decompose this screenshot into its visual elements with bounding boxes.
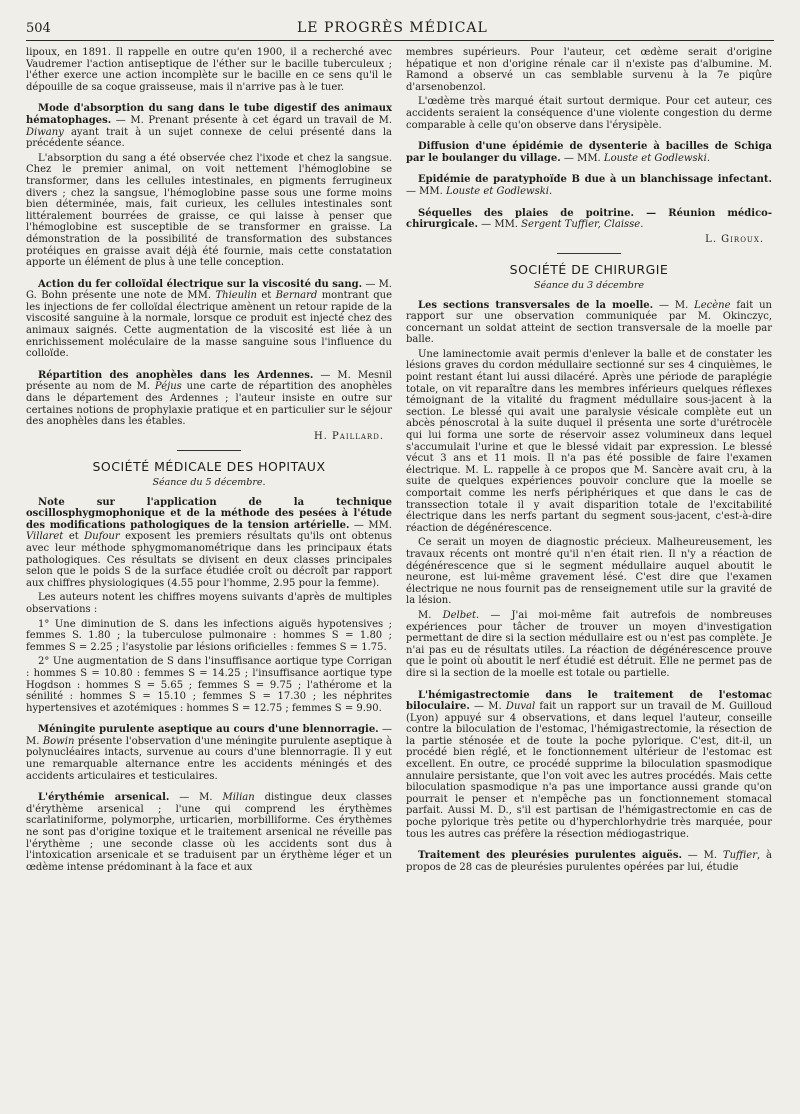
journal-title: LE PROGRÈS MÉDICAL (297, 20, 488, 36)
paragraph: Séquelles des plaies de poitrine. — Réunion médico-chirurgicale. — MM. Sergent Tuffier, Claisse. (406, 207, 772, 231)
section-date: Séance du 3 décembre (533, 279, 645, 291)
paragraph: Note sur l'application de la technique oscillosphygmophonique et de la méthode des pesées à l'étude des modifications pathologiques de la tension artérielle. — MM. Villaret et Dufour exposent les premiers résultats qu'ils ont obtenus avec leur méthode sphygmomanométrique dans les principaux états pathologiques. Ces résultats se divisent en deux classes principales selon que le poids S de la surface étudiée croît ou décroît par rapport aux chiffres physiologiques (4.55 pour l'homme, 2.95 pour la femme). (26, 496, 392, 589)
section-separator (177, 450, 241, 451)
paragraph: 2° Une augmentation de S dans l'insuffisance aortique type Corrigan : hommes S = 10.80 : femmes S = 14.25 ; l'insuffisance aortique type Hogdson : hommes S = 5.65 ; femmes S = 9.75 ; l'athérome et la sénilité : hommes S = 15.10 ; femmes S = 17.30 ; les néphrites hypertensives et azotémiques : hommes S = 12.75 ; femmes S = 9.90. (26, 656, 392, 714)
section-title: SOCIÉTÉ DE CHIRURGIE (509, 262, 669, 278)
page-number: 504 (26, 21, 51, 36)
paragraph: Les auteurs notent les chiffres moyens suivants d'après de multiples observations : (26, 592, 392, 615)
paragraph: lipoux, en 1891. Il rappelle en outre qu'en 1900, il a recherché avec Vaudremer l'action antiseptique de l'éther sur le bacille tuberculeux ; l'éther exerce une action incomplète sur le bacille en ce sens qu'il le dépouille de sa coque graisseuse, mais il n'arrive pas à le tuer. (26, 47, 392, 93)
paragraph: L'érythémie arsenical. — M. Milian distingue deux classes d'érythème arsenical ; l'une qui comprend les érythèmes scarlatiniforme, polymorphe, urticarien, morbilliforme. Ces érythèmes ne sont pas d'origine toxique et le traitement arsenical ne réveille pas l'érythème ; une seconde classe où les accidents sont dus à l'intoxication arsenicale et se traduisent par un érythème léger et un œdème intense prédominant à la face et aux (26, 792, 392, 873)
paragraph: Diffusion d'une épidémie de dysenterie à bacilles de Schiga par le boulanger du village. — MM. Louste et Godlewski. (406, 141, 772, 164)
signature: H. Paillard. (313, 430, 384, 442)
page-header (26, 14, 774, 36)
paragraph: 1° Une diminution de S. dans les infections aiguës hypotensives ; femmes S. 1.80 ; la tuberculose pulmonaire : hommes S = 1.80 ; femmes S = 2.25 ; l'asystolie par lésions orificielles : femmes S = 1.75. (26, 618, 392, 653)
section-date: Séance du 5 décembre. (152, 477, 266, 488)
paragraph: Méningite purulente aseptique au cours d'une blennorragie. — M. Bowin présente l'observation d'une méningite purulente aseptique à polynucléaires intacts, survenue au cours d'une blennorragie. Il y eut une remarquable alternance entre les accidents méningés et des accidents articulaires et testiculaires. (26, 724, 392, 782)
paragraph: L'absorption du sang a été observée chez l'ixode et chez la sangsue. Chez le premier animal, on voit nettement l'hémoglobine se transformer, dans les cellules intestinales, en pigments ferrugineux divers ; chez la sangsue, l'hémoglobine passe sous une forme moins bien déterminée, mais, fait curieux, les cellules intestinales sont littéralement bourrées de graisse, ce qui laisse à penser que l'hémoglobine est susceptible de se transformer en graisse. La démonstration de la possibilité de transformation des substances protéiques en graisse avait déjà été fournie, mais cette constatation apporte un élément de plus à une telle conception. (26, 152, 392, 269)
header-rule (26, 40, 774, 41)
paragraph: L'œdème très marqué était surtout dermique. Pour cet auteur, ces accidents seraient la conséquence d'une violente congestion du derme comparable à celle qu'on observe dans l'érysipèle. (406, 96, 772, 131)
paragraph: Une laminectomie avait permis d'enlever la balle et de constater les lésions graves du cordon médullaire sectionné sur ses 4 cinquièmes, le point restant étant lui aussi dilacéré. Après une période de paraplégie totale, on vit reparaître dans les membres inférieurs quelques réflexes témoignant de la vitalité du fragment médullaire sous-jacent à la section. Le blessé qui avait une paralysie vésicale complète eut un abcès pénoscrotal à la suite duquel il présenta une sorte d'urétrocèle qui lui forma une sorte de réservoir assez volumineux dans lequel s'accumulait l'urine et que le blessé vidait par expression. Le blessé vécut 3 ans et 11 mois. Il n'a pas été possible de faire l'examen électrique. M. L. rappelle à ce propos que M. Sancère avait cru, à la suite de quelques expériences pouvoir conclure que la moelle se comportait comme les nerfs périphériques et que dans le cas de transsection totale il y avait disparition totale de l'excitabilité électrique dans les nerfs partant du segment sous-jacent, c'est-à-dire réaction de dégénérescence. (406, 348, 772, 534)
paragraph: membres supérieurs. Pour l'auteur, cet œdème serait d'origine hépatique et non d'origine rénale car il n'existe pas d'albumine. M. Ramond a observé un cas semblable survenu à la 7e piqûre d'arsenobenzol. (406, 47, 772, 93)
section-separator (557, 253, 621, 254)
paragraph: Les sections transversales de la moelle. — M. Lecène fait un rapport sur une observation communiquée par M. Okinczyc, concernant un soldat atteint de section transversale de la moelle par balle. (406, 299, 772, 346)
paragraph: Répartition des anophèles dans les Ardennes. — M. Mesnil présente au nom de M. Péjus une carte de répartition des anophèles dans le département des Ardennes ; l'auteur insiste en outre sur certaines notions de prophylaxie pratique et en particulier sur le séjour des anophèles dans les étables. (26, 369, 392, 428)
paragraph: Mode d'absorption du sang dans le tube digestif des animaux hématophages. — M. Prenant présente à cet égard un travail de M. Diwany ayant trait à un sujet connexe de celui présenté dans la précédente séance. (26, 103, 392, 150)
paragraph: Action du fer colloïdal électrique sur la viscosité du sang. — M. G. Bohn présente une note de MM. Thieulin et Bernard montrant que les injections de fer colloïdal électrique amènent un retour rapide de la viscosité sanguine à la normale, lorsque ce produit est injecté chez des animaux saignés. Cette augmentation de la viscosité est liée à un enrichissement moléculaire de la masse sanguine sous l'influence du colloïde. (26, 278, 393, 360)
paragraph: L'hémigastrectomie dans le traitement de l'estomac biloculaire. — M. Duval fait un rapport sur un travail de M. Guilloud (Lyon) appuyé sur 4 observations, et dans lequel l'auteur, conseille contre la biloculation de l'estomac, l'hémigastrectomie, la résection de la partie sténosée et de toute la poche pylorique. C'est, dit-il, un procédé bien réglé, et le fonctionnement ultérieur de l'estomac est excellent. En outre, ce procédé supprime la biloculation spasmodique annulaire persistante, que l'on voit avec les autres procédés. Mais cette biloculation spasmodique n'a pas une importance aussi grande qu'on pourrait le penser et n'empêche pas un fonctionnement stomacal parfait. Aussi M. D., s'il est partisan de l'hémigastrectomie en cas de poche pylorique très petite ou d'hyperchlorhydrie très marquée, pour tous les autres cas préfère la résection médiogastrique. (406, 689, 772, 840)
section-title: SOCIÉTÉ MÉDICALE DES HOPITAUX (92, 459, 326, 475)
paragraph: Epidémie de paratyphoïde B due à un blanchissage infectant. — MM. Louste et Godlewski. (406, 174, 772, 197)
paragraph: Traitement des pleurésies purulentes aiguës. — M. Tuffier, à propos de 28 cas de pleurésies purulentes opérées par lui, étudie (406, 850, 772, 873)
paragraph: M. Delbet. — J'ai moi-même fait autrefois de nombreuses expériences pour tâcher de trouver un moyen d'investigation permettant de dire si la section médullaire est ou n'est pas complète. Je n'ai pas eu de résultats utiles. La réaction de dégénérescence prouve que le point où aboutit le nerf étudié est détruit. Elle ne permet pas de dire si la section de la moelle est totale ou partielle. (406, 609, 772, 679)
paragraph: Ce serait un moyen de diagnostic précieux. Malheureusement, les travaux récents ont montré qu'il n'en était rien. Il n'y a réaction de dégénérescence que si le segment médullaire auquel aboutit le neurone, est lui-même gravement lésé. C'est dire que l'examen électrique ne nous fournit pas de renseignement utile sur la gravité de la lésion. (406, 537, 772, 607)
columns (26, 47, 774, 876)
left-column (26, 47, 392, 876)
right-column (406, 47, 772, 876)
signature: L. Giroux. (705, 233, 764, 245)
